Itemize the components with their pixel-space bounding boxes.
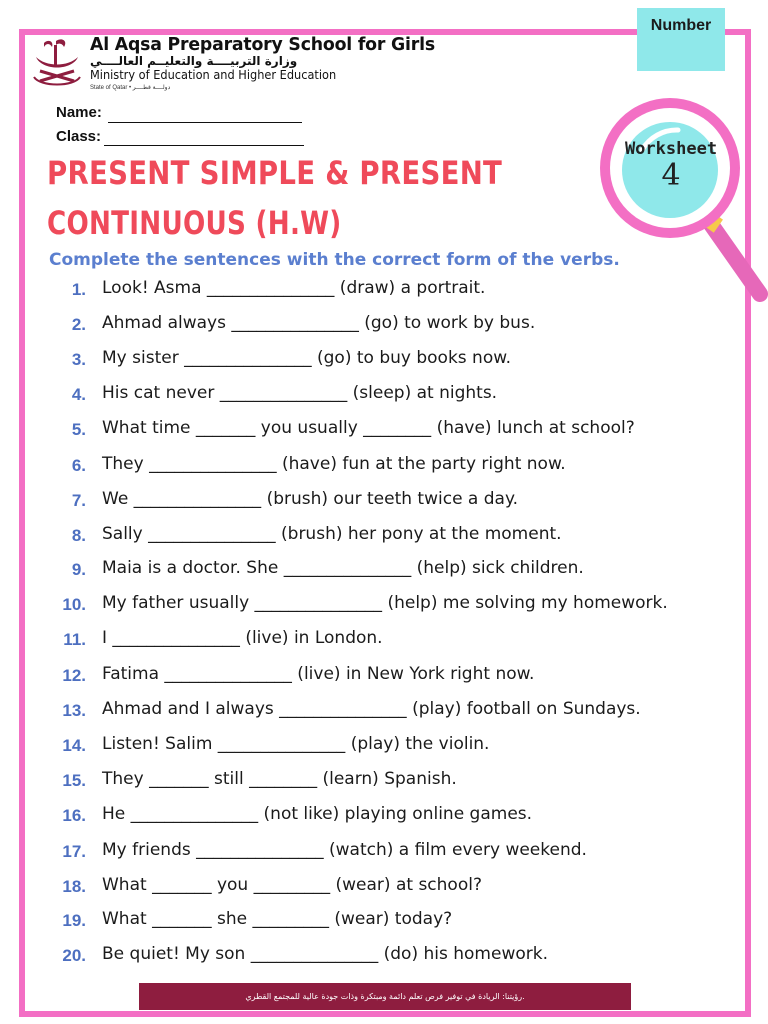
question-row (0, 522, 768, 552)
ministry-name: Ministry of Education and Higher Education (90, 68, 337, 82)
instruction-text: Complete the sentences with the correct form of the verbs. (49, 250, 620, 270)
question-row (0, 838, 768, 868)
question-text: My friends _______________ (watch) a film every weekend. (102, 840, 587, 860)
school-crest-logo (30, 37, 84, 91)
magnifying-glass-icon (590, 88, 768, 308)
question-row (0, 697, 768, 727)
question-text: We _______________ (brush) our teeth twice a day. (102, 489, 519, 509)
question-row (0, 942, 768, 972)
question-number: 18. (62, 877, 86, 896)
school-name-arabic: وزارة التربيــــة والتعليــم العالــــي (90, 54, 298, 68)
question-text: They _______________ (have) fun at the party right now. (102, 454, 566, 474)
number-label: Number (650, 17, 712, 34)
question-number: 16. (62, 806, 86, 825)
question-text: What _______ you _________ (wear) at school? (102, 875, 482, 895)
question-number: 5. (71, 420, 86, 439)
question-row (0, 732, 768, 762)
worksheet-title-line2: CONTINUOUS (H.W) (47, 204, 342, 242)
question-row (0, 873, 768, 903)
question-text: What _______ she _________ (wear) today? (102, 909, 453, 929)
name-field[interactable] (108, 122, 302, 123)
question-number: 15. (62, 771, 86, 790)
question-text: His cat never _______________ (sleep) at nights. (102, 383, 498, 403)
question-row (0, 416, 768, 446)
question-number: 4. (71, 385, 86, 404)
worksheet-number: 4 (661, 158, 681, 193)
question-number: 14. (62, 736, 86, 755)
question-text: What time _______ you usually ________ (have) lunch at school? (102, 418, 635, 438)
question-row (0, 381, 768, 411)
question-number: 3. (71, 350, 86, 369)
number-box (637, 8, 725, 71)
question-row (0, 346, 768, 376)
question-row (0, 487, 768, 517)
question-text: Maia is a doctor. She _______________ (help) sick children. (102, 558, 584, 578)
question-number: 19. (62, 911, 86, 930)
question-number: 9. (71, 560, 86, 579)
question-number: 11. (63, 630, 86, 649)
worksheet-label: Worksheet (624, 139, 718, 159)
state-label: State of Qatar • دولــــة قطــــر (90, 85, 171, 91)
question-row (0, 662, 768, 692)
question-text: They _______ still ________ (learn) Spanish. (102, 769, 457, 789)
question-number: 6. (71, 456, 86, 475)
question-row (0, 626, 768, 656)
question-row (0, 556, 768, 586)
question-row (0, 591, 768, 621)
question-text: Be quiet! My son _______________ (do) his homework. (102, 944, 548, 964)
question-text: Look! Asma _______________ (draw) a portrait. (102, 278, 486, 298)
school-name: Al Aqsa Preparatory School for Girls (90, 34, 435, 55)
question-number: 2. (71, 315, 86, 334)
worksheet-title-line1: PRESENT SIMPLE & PRESENT (47, 154, 503, 192)
question-row (0, 802, 768, 832)
name-label: Name: (56, 104, 102, 121)
question-text: My sister _______________ (go) to buy books now. (102, 348, 511, 368)
question-number: 20. (62, 946, 86, 965)
question-number: 13. (62, 701, 86, 720)
question-row (0, 767, 768, 797)
question-text: My father usually _______________ (help) me solving my homework. (102, 593, 668, 613)
footer-vision-bar: رؤيتنا: الريادة في توفير فرص تعلم دائمة ومبتكرة وذات جودة عالية للمجتمع القطري. (139, 983, 631, 1010)
question-row (0, 907, 768, 937)
question-number: 8. (71, 526, 86, 545)
question-text: I _______________ (live) in London. (102, 628, 383, 648)
question-row (0, 311, 768, 341)
class-field[interactable] (104, 145, 304, 146)
question-number: 1. (71, 280, 86, 299)
question-text: Listen! Salim _______________ (play) the violin. (102, 734, 490, 754)
question-text: Ahmad always _______________ (go) to work by bus. (102, 313, 536, 333)
class-label: Class: (56, 128, 102, 145)
question-number: 10. (62, 595, 86, 614)
question-number: 17. (62, 842, 86, 861)
question-row (0, 276, 768, 306)
question-text: Sally _______________ (brush) her pony at the moment. (102, 524, 562, 544)
question-text: Fatima _______________ (live) in New York right now. (102, 664, 535, 684)
question-number: 7. (71, 491, 86, 510)
question-text: Ahmad and I always _______________ (play) football on Sundays. (102, 699, 641, 719)
question-text: He _______________ (not like) playing online games. (102, 804, 533, 824)
question-number: 12. (62, 666, 86, 685)
question-row (0, 452, 768, 482)
